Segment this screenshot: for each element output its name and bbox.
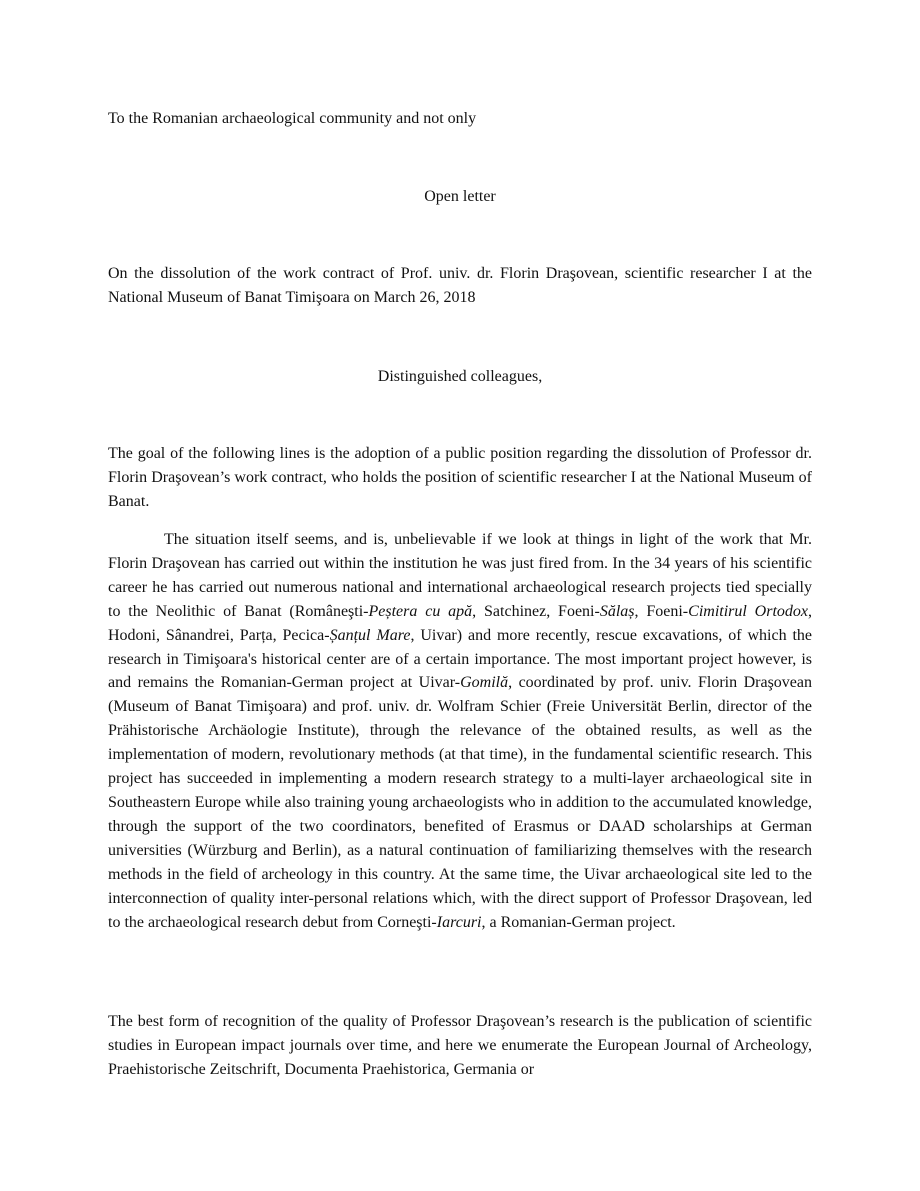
paragraph-2 <box>108 528 812 934</box>
paragraph-3: The best form of recognition of the quality of Professor Draşovean’s research is the publication of scientific studies in European impact journals over time, and here we enumerate the European Journal of Archeology, Praehistorische Zeitschrift, Documenta Praehistorica, Germania or <box>108 1013 812 1078</box>
paragraph-2-text-3: , Foeni- <box>634 602 689 620</box>
paragraph-2-text-4: , Hodoni, Sânandrei, Parța, Pecica- <box>108 602 812 644</box>
subject-paragraph: On the dissolution of the work contract of Prof. univ. dr. Florin Draşovean, scientific researcher I at the National Museum of Banat Timişoara on March 26, 2018 <box>108 265 812 306</box>
paragraph-1: The goal of the following lines is the adoption of a public position regarding the dissolution of Professor dr. Florin Draşovean’s work contract, who holds the position of scientific researcher I at the National Museum of Banat. <box>108 445 812 510</box>
site-name-pestera: Peștera cu apă <box>368 602 473 620</box>
paragraph-2-text-5: , Uivar) and more recently, rescue excavations, of which the research in Timişoara's historical center are of a certain importance. The most important project however, is and remains the Romanian-German project at Uivar- <box>108 626 812 692</box>
site-name-santul: Șanțul Mare <box>329 626 411 644</box>
site-name-salas: Sălaș <box>599 602 635 620</box>
paragraph-2-text-6: , coordinated by prof. univ. Florin Draşovean (Museum of Banat Timişoara) and prof. univ. dr. Wolfram Schier (Freie Universität Berlin, director of the Prähistorische Archäologie Institute), through the relevance of the obtained results, as well as the implementation of modern, revolutionary methods (at that time), in the fundamental scientific research. This project has succeeded in implementing a modern research strategy to a multi-layer archaeological site in Southeastern Europe while also training young archaeologists who in addition to the accumulated knowledge, through the support of the two coordinators, benefited of Erasmus or DAAD scholarships at German universities (Würzburg and Berlin), as a natural continuation of familiarizing themselves with the research methods in the field of archeology in this country. At the same time, the Uivar archaeological site led to the interconnection of quality inter-personal relations which, with the direct support of Professor Draşovean, led to the archaeological research debut from Corneşti- <box>108 674 813 931</box>
addressee-line: To the Romanian archaeological community and not only <box>108 110 477 127</box>
salutation: Distinguished colleagues, <box>377 368 543 385</box>
paragraph-2-text-7: , a Romanian-German project. <box>481 913 676 931</box>
letter-heading: Open letter <box>424 188 496 205</box>
site-name-cimitirul: Cimitirul Ortodox <box>688 602 808 620</box>
site-name-iarcuri: Iarcuri <box>436 913 482 931</box>
site-name-gomila: Gomilă <box>460 674 509 692</box>
paragraph-2-text-1: The situation itself seems, and is, unbelievable if we look at things in light of the work that Mr. Florin Draşovean has carried out within the institution he was just fired from. In the 34 years of his scientific career he has carried out numerous national and international archaeological research projects tied specially to the Neolithic of Banat (Româneşti- <box>108 531 812 620</box>
paragraph-2-text-2: , Satchinez, Foeni- <box>472 602 600 620</box>
